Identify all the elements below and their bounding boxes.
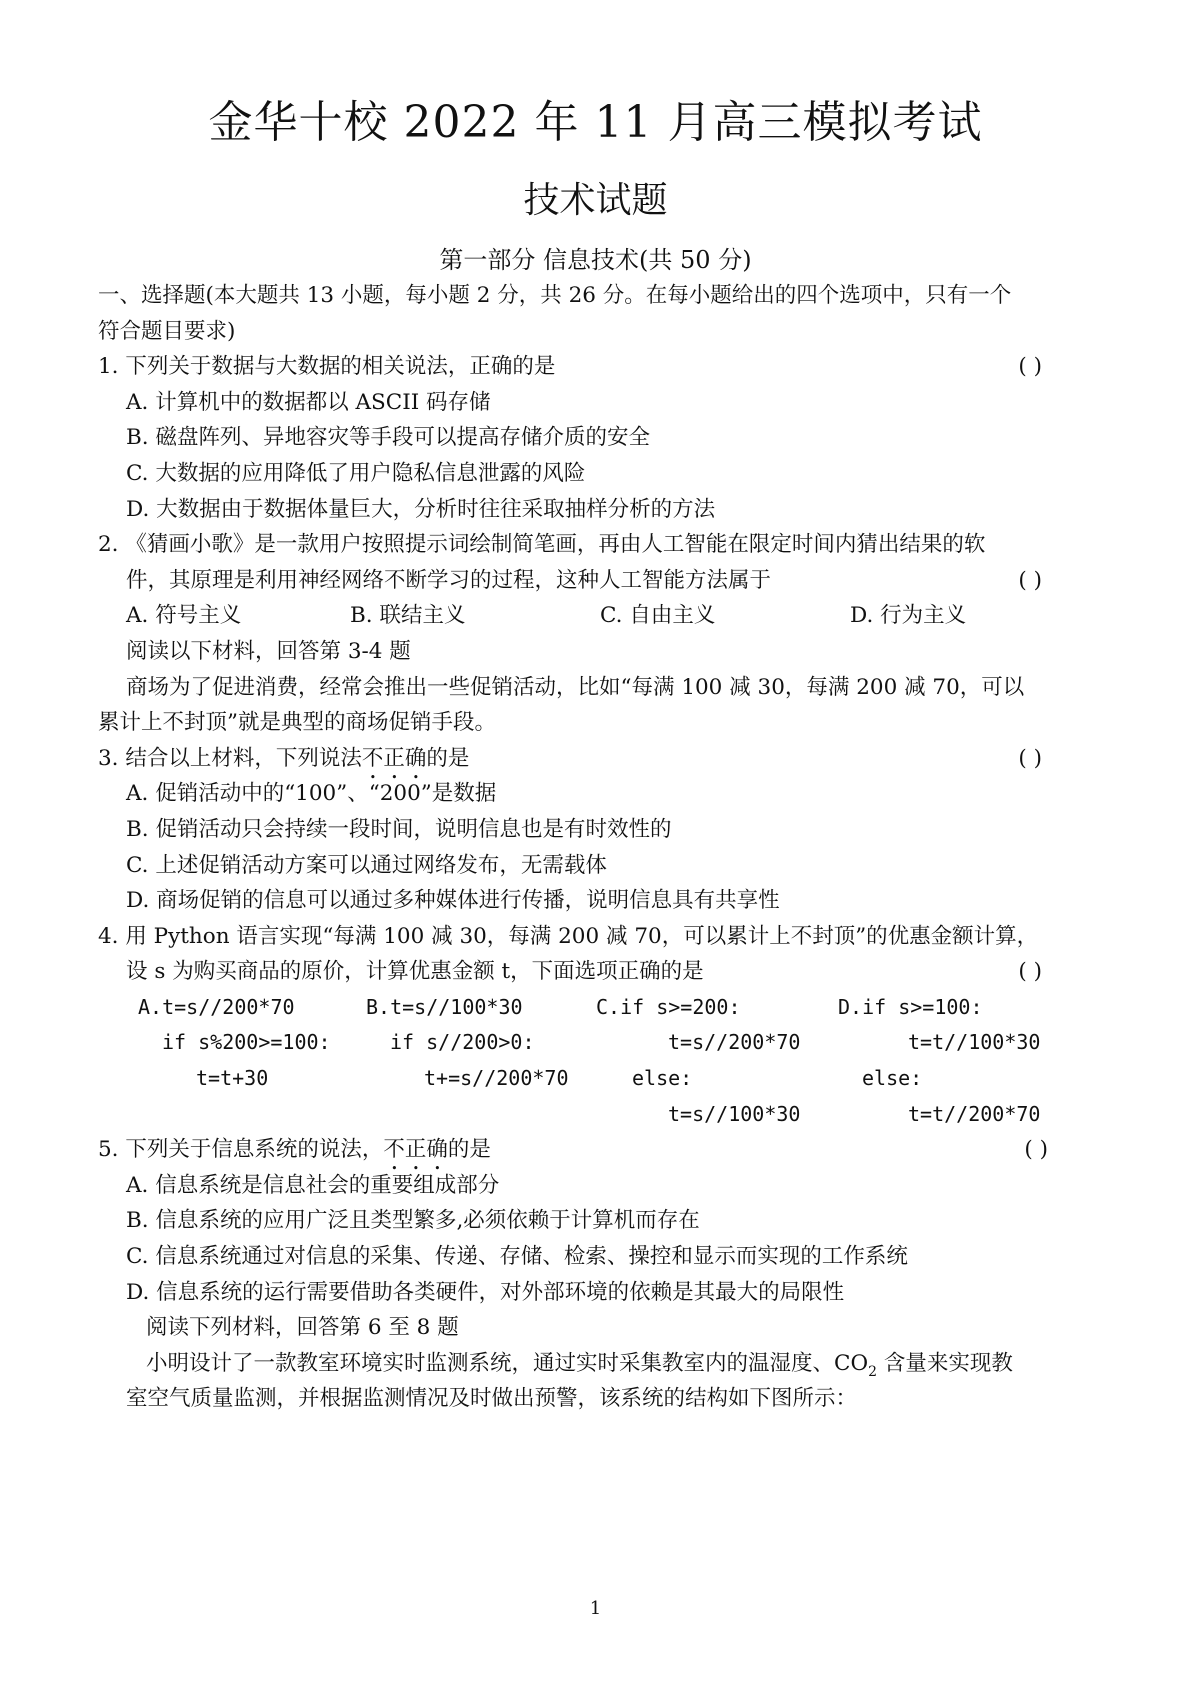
exam-content — [98, 278, 1098, 1417]
q4-code-c3: else: — [632, 1066, 693, 1091]
q2-option-c: C. 自由主义 — [600, 603, 716, 629]
q3-answer-bracket: ( ) — [1018, 745, 1042, 771]
q5-stem-pre: 5. 下列关于信息系统的说法， — [98, 1137, 384, 1163]
q3-option-d: D. 商场促销的信息可以通过多种媒体进行传播，说明信息具有共享性 — [126, 888, 780, 914]
co2-subscript: 2 — [868, 1363, 878, 1380]
material2-text-line-2: 室空气质量监测，并根据监测情况及时做出预警，该系统的结构如下图所示： — [126, 1386, 858, 1412]
q1-option-d: D. 大数据由于数据体量巨大，分析时往往采取抽样分析的方法 — [126, 496, 716, 522]
page-subtitle: 技术试题 — [523, 180, 668, 221]
q2-stem-line-2 — [98, 563, 1098, 599]
q5-stem — [98, 1132, 1098, 1168]
material1-text-line-1: 商场为了促进消费，经常会推出一些促销活动，比如“每满 100 减 30，每满 200 减 70，可以 — [126, 674, 1025, 700]
q3-stem-post: 的是 — [426, 745, 470, 771]
q4-code-row-1 — [98, 990, 1098, 1026]
material2-text-post: 含量来实现教 — [877, 1350, 1013, 1376]
q2-answer-bracket: ( ) — [1018, 567, 1042, 593]
q3-option-b: B. 促销活动只会持续一段时间，说明信息也是有时效性的 — [126, 816, 672, 842]
part-heading: 第一部分 信息技术(共 50 分) — [439, 246, 752, 274]
q4-answer-bracket: ( ) — [1018, 959, 1042, 985]
q4-code-a2: if s%200>=100: — [162, 1030, 331, 1055]
q4-code-c4: t=s//100*30 — [668, 1101, 801, 1126]
material1-intro: 阅读以下材料，回答第 3-4 题 — [126, 638, 411, 664]
q4-code-c1: C.if s>=200: — [596, 994, 741, 1019]
section-instruction-line-2: 符合题目要求) — [98, 318, 236, 344]
q3-stem-emphasis: 不正确 — [361, 745, 427, 771]
q4-code-b1: B.t=s//100*30 — [366, 994, 523, 1019]
section-instruction-line-1: 一、选择题(本大题共 13 小题，每小题 2 分，共 26 分。在每小题给出的四个选项中，只有一个 — [98, 283, 1012, 308]
q5-option-d: D. 信息系统的运行需要借助各类硬件，对外部环境的依赖是其最大的局限性 — [126, 1279, 845, 1305]
q3-stem — [98, 741, 1098, 777]
q4-stem-text: 设 s 为购买商品的原价，计算优惠金额 t，下面选项正确的是 — [126, 959, 704, 985]
q1-stem-text: 1. 下列关于数据与大数据的相关说法，正确的是 — [98, 354, 556, 380]
q4-code-row-2 — [98, 1025, 1098, 1061]
material2-text-pre: 小明设计了一款教室环境实时监测系统，通过实时采集教室内的温湿度、CO — [146, 1350, 869, 1376]
q2-option-d: D. 行为主义 — [850, 603, 967, 629]
q4-code-row-4 — [98, 1097, 1098, 1133]
q4-code-a3: t=t+30 — [196, 1066, 269, 1091]
q5-stem-emphasis: 不正确 — [383, 1137, 448, 1163]
q4-code-b2: if s//200>0: — [390, 1030, 535, 1055]
q4-code-d1: D.if s>=100: — [838, 994, 983, 1019]
q5-option-b: B. 信息系统的应用广泛且类型繁多,必须依赖于计算机而存在 — [126, 1208, 700, 1234]
q4-stem-line-1: 4. 用 Python 语言实现“每满 100 减 30，每满 200 减 70，可以累计上不封顶”的优惠金额计算， — [98, 923, 1039, 949]
q2-stem-line-1: 2. 《猜画小歌》是一款用户按照提示词绘制简笔画，再由人工智能在限定时间内猜出结果的软 — [98, 532, 986, 558]
material1-text-line-2: 累计上不封顶”就是典型的商场促销手段。 — [98, 710, 496, 736]
q5-option-c: C. 信息系统通过对信息的采集、传递、存储、检索、操控和显示而实现的工作系统 — [126, 1244, 908, 1270]
q3-option-a: A. 促销活动中的“100”、“200”是数据 — [126, 781, 497, 807]
q2-option-b: B. 联结主义 — [350, 603, 466, 629]
q5-option-a: A. 信息系统是信息社会的重要组成部分 — [126, 1172, 500, 1198]
q1-option-a: A. 计算机中的数据都以 ASCII 码存储 — [126, 389, 491, 415]
material2-intro: 阅读下列材料，回答第 6 至 8 题 — [146, 1315, 459, 1341]
q4-code-d3: else: — [862, 1066, 923, 1091]
q4-stem-line-2 — [98, 954, 1098, 990]
q5-stem-post: 的是 — [447, 1137, 491, 1163]
q1-option-c: C. 大数据的应用降低了用户隐私信息泄露的风险 — [126, 460, 586, 486]
q4-code-d2: t=t//100*30 — [908, 1030, 1041, 1055]
q1-option-b: B. 磁盘阵列、异地容灾等手段可以提高存储介质的安全 — [126, 425, 650, 451]
page-number: 1 — [589, 1598, 602, 1619]
q4-code-a1: A.t=s//200*70 — [138, 994, 295, 1019]
q4-code-row-3 — [98, 1061, 1098, 1097]
page-title: 金华十校 2022 年 11 月高三模拟考试 — [208, 97, 983, 148]
q4-code-c2: t=s//200*70 — [668, 1030, 801, 1055]
q3-stem-pre: 3. 结合以上材料，下列说法 — [98, 745, 362, 771]
material2-text-line-1 — [98, 1346, 1098, 1382]
q4-code-d4: t=t//200*70 — [908, 1101, 1041, 1126]
q2-stem-text: 件，其原理是利用神经网络不断学习的过程，这种人工智能方法属于 — [126, 567, 772, 593]
q4-code-b3: t+=s//200*70 — [424, 1066, 569, 1091]
q1-answer-bracket: ( ) — [1018, 354, 1042, 380]
q2-options — [98, 598, 1098, 634]
q5-answer-bracket: ( ) — [1024, 1137, 1048, 1163]
q1-stem — [98, 349, 1098, 385]
q2-option-a: A. 符号主义 — [126, 603, 242, 629]
q3-option-c: C. 上述促销活动方案可以通过网络发布，无需载体 — [126, 852, 607, 878]
